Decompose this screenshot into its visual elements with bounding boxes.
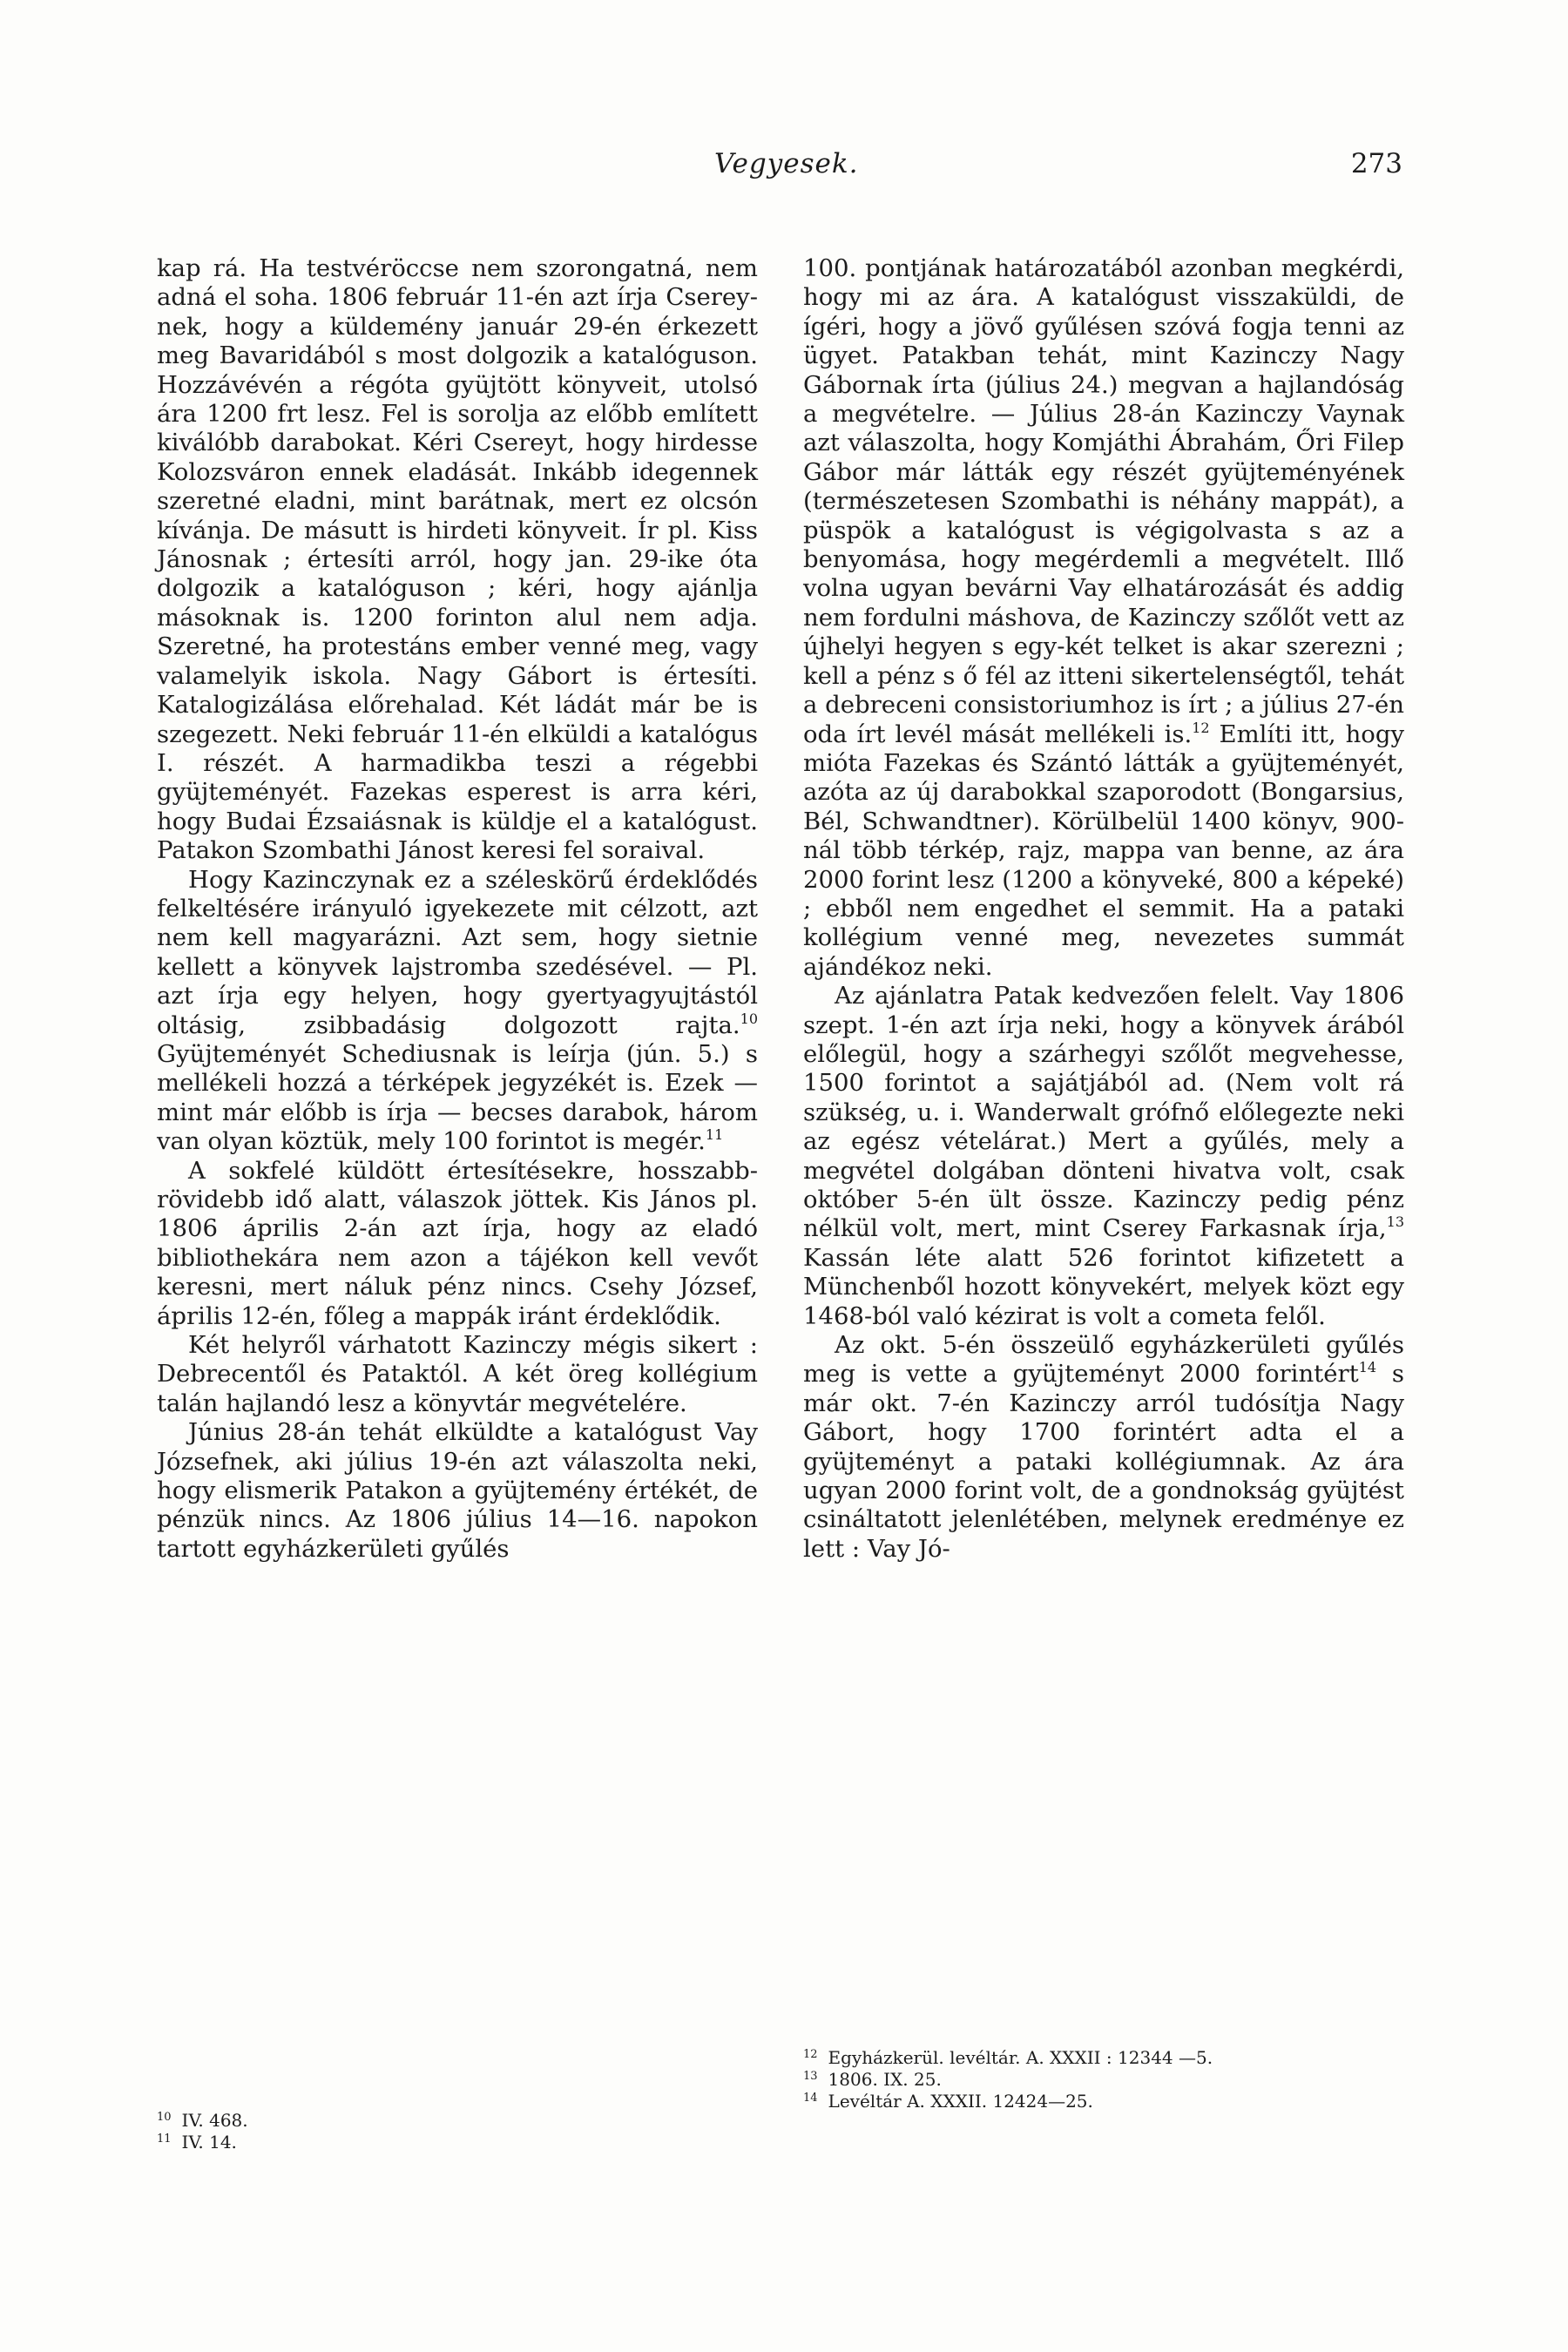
footnote xyxy=(803,2091,1404,2112)
paragraph xyxy=(803,254,1404,982)
footnote-text: IV. 468. xyxy=(181,2110,248,2131)
paragraph-text: Hogy Kazinczynak ez a széleskörű érdeklődés felkeltésére irányuló igyekezete mit célzott, azt nem kell magyarázni. Azt sem, hogy sietnie kellett a könyvek lajstromba szedésével. — Pl. azt írja egy helyen, hogy gyertyagyujtástól oltásig, zsibbadásig dolgozott rajta. xyxy=(157,865,758,1039)
paragraph xyxy=(157,254,758,866)
footnote-ref: 10 xyxy=(740,1010,758,1027)
paragraph xyxy=(157,866,758,1157)
footnote-text: Levéltár A. XXXII. 12424—25. xyxy=(828,2091,1093,2112)
running-head xyxy=(157,148,1402,192)
footnote xyxy=(157,2110,758,2132)
footnote-ref: 11 xyxy=(705,1126,724,1144)
paragraph-text: A sokfelé küldött értesítésekre, hosszabb-rövidebb idő alatt, válaszok jöttek. Kis János pl. 1806 április 2-án azt írja, hogy az eladó bibliothekára nem azon a tájékon kell vevőt keresni, mert náluk pénz nincs. Csehy József, április 12-én, főleg a mappák iránt érdeklődik. xyxy=(157,1156,758,1330)
paragraph xyxy=(157,1418,758,1564)
paragraph-text: Gyüjteményét Schediusnak is leírja (jún. 5.) s mellékeli hozzá a térképek jegyzékét is. Ezek — mint már előbb is írja — becses darabok, három van olyan köztük, mely 100 forintot is megér. xyxy=(157,1039,758,1156)
footnote-text: Egyházkerül. levéltár. A. XXXII : 12344 —5. xyxy=(828,2047,1213,2068)
right-column xyxy=(803,254,1404,1564)
paragraph xyxy=(803,982,1404,1331)
footnote-mark: 10 xyxy=(157,2111,172,2124)
paragraph xyxy=(157,1331,758,1418)
footnote-ref: 14 xyxy=(1358,1359,1377,1376)
paragraph-text: Az okt. 5-én összeülő egyházkerületi gyűlés meg is vette a gyüjteményt 2000 forintért xyxy=(803,1331,1404,1389)
paragraph-text: Június 28-án tehát elküldte a katalógust Vay Józsefnek, aki július 19-én azt válaszolta neki, hogy elismerik Patakon a gyüjtemény értékét, de pénzük nincs. Az 1806 július 14—16. napokon tartott egyházkerületi gyűlés xyxy=(157,1418,758,1563)
page-number: 273 xyxy=(1350,148,1402,179)
footnote-mark: 14 xyxy=(803,2092,818,2105)
footnote-mark: 13 xyxy=(803,2070,818,2083)
footnote xyxy=(803,2047,1404,2069)
footnote-mark: 11 xyxy=(157,2132,172,2146)
running-title: Vegyesek. xyxy=(714,148,859,179)
paragraph-text: Az ajánlatra Patak kedvezően felelt. Vay 1806 szept. 1-én azt írja neki, hogy a könyvek árából előlegül, hogy a szárhegyi szőlőt megvehesse, 1500 forintot a sajátjából ad. (Nem volt rá szükség, u. i. Wanderwalt grófnő előlegezte neki az egész vételárat.) Mert a gyűlés, mely a megvétel dolgában dönteni hivatva volt, csak október 5-én ült össze. Kazinczy pedig pénz nélkül volt, mert, mint Cserey Farkasnak írja, xyxy=(803,982,1404,1243)
footnote-mark: 12 xyxy=(803,2048,818,2061)
paragraph-text: s már okt. 7-én Kazinczy arról tudósítja Nagy Gábort, hogy 1700 forintért adta el a gyüjteményt a pataki kollégiumnak. Az ára ugyan 2000 forint volt, de a gondnokság gyüjtést csináltatott jelenlétében, melynek eredménye ez lett : Vay Jó- xyxy=(803,1360,1405,1563)
footnote-ref: 13 xyxy=(1386,1213,1404,1231)
paragraph-text: kap rá. Ha testvéröccse nem szorongatná, nem adná el soha. 1806 február 11-én azt írja Csereynek, hogy a küldemény január 29-én érkezett meg Bavaridából s most dolgozik a katalóguson. Hozzávévén a régóta gyüjtött könyveit, utolsó ára 1200 frt lesz. Fel is sorolja az előbb említett kiválóbb darabokat. Kéri Csereyt, hogy hirdesse Kolozsváron ennek eladását. Inkább idegennek szeretné eladni, mint barátnak, mert ez olcsón kívánja. De másutt is hirdeti könyveit. Ír pl. Kiss Jánosnak ; értesíti arról, hogy jan. 29-ike óta dolgozik a katalóguson ; kéri, hogy ajánlja másoknak is. 1200 forinton alul nem adja. Szeretné, ha protestáns ember venné meg, vagy valamelyik iskola. Nagy Gábort is értesíti. Katalogizálása előrehalad. Két ládát már be is szegezett. Neki február 11-én elküldi a katalógus I. részét. A harmadikba teszi a régebbi gyüjteményét. Fazekas esperest is arra kéri, hogy Budai Ézsaiásnak is küldje el a katalógust. Patakon Szombathi Jánost keresi fel soraival. xyxy=(157,254,758,865)
footnotes-left xyxy=(157,2110,758,2153)
left-column xyxy=(157,254,758,1564)
footnote xyxy=(803,2069,1404,2091)
paragraph-text: Két helyről várhatott Kazinczy mégis sikert : Debrecentől és Pataktól. A két öreg kollégium talán hajlandó lesz a könyvtár megvételére. xyxy=(157,1331,758,1417)
footnotes-right xyxy=(803,2047,1404,2112)
paragraph xyxy=(803,1331,1404,1564)
paragraph-text: Kassán léte alatt 526 forintot kifizetett a Münchenből hozott könyvekért, melyek közt egy 1468-ból való kézirat is volt a cometa felől. xyxy=(803,1243,1404,1330)
paragraph-text: 100. pontjának határozatából azonban megkérdi, hogy mi az ára. A katalógust visszaküldi, de ígéri, hogy a jövő gyűlésen szóvá fogja tenni az ügyet. Patakban tehát, mint Kazinczy Nagy Gábornak írta (július 24.) megvan a hajlandóság a megvételre. — Július 28-án Kazinczy Vaynak azt válaszolta, hogy Komjáthi Ábrahám, Őri Filep Gábor már látták egy részét gyüjteményének (természetesen Szombathi is néhány mappát), a püspök a katalógust is végigolvasta s az a benyomása, hogy megérdemli a megvételt. Illő volna ugyan bevárni Vay elhatározását és addig nem fordulni máshova, de Kazinczy szőlőt vett az újhelyi hegyen s egy-két telket is akar szerezni ; kell a pénz s ő fél az itteni sikertelenségtől, tehát a debreceni consistoriumhoz is írt ; a július 27-én oda írt levél mását mellékeli is. xyxy=(803,254,1404,748)
footnote-text: 1806. IX. 25. xyxy=(828,2069,942,2090)
paragraph-text: Említi itt, hogy mióta Fazekas és Szántó látták a gyüjteményét, azóta az új darabokkal szaporodott (Bongarsius, Bél, Schwandtner). Körülbelül 1400 könyv, 900-nál több térkép, rajz, mappa van benne, az ára 2000 forint lesz (1200 a könyveké, 800 a képeké) ; ebből nem engedhet el semmit. Ha a pataki kollégium venné meg, nevezetes summát ajándékoz neki. xyxy=(803,720,1405,981)
footnote-ref: 12 xyxy=(1192,719,1210,736)
footnote xyxy=(157,2132,758,2153)
paragraph xyxy=(157,1157,758,1331)
footnote-text: IV. 14. xyxy=(181,2132,237,2153)
